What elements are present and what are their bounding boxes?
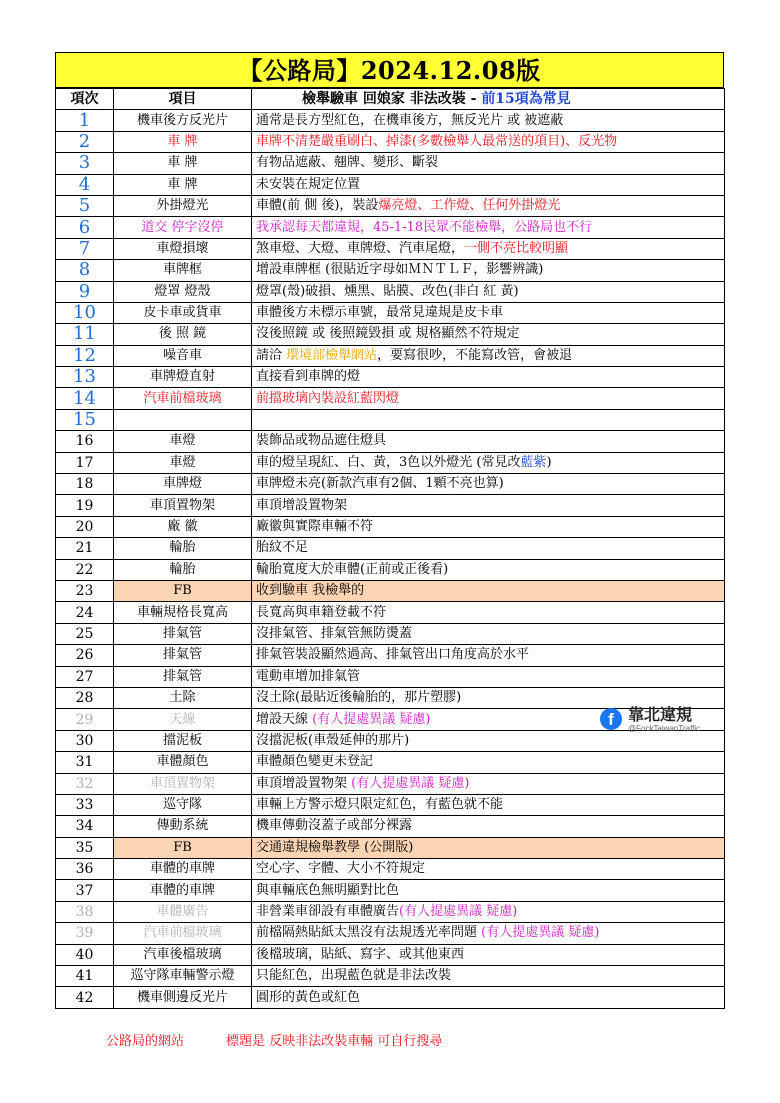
table-row [56, 495, 725, 516]
row-description [252, 580, 725, 601]
table-row [56, 474, 725, 495]
table-row [56, 966, 725, 987]
row-description [252, 559, 725, 580]
row-number: 28 [56, 687, 114, 708]
row-description [252, 495, 725, 516]
description-segment: 增設車牌框 (很貼近字母如ＭＮＴＬＦ，影響辨識) [256, 262, 544, 278]
description-segment: 直接看到車牌的燈 [256, 369, 361, 385]
description-segment: 非營業車卻設有車體廣告 [256, 904, 400, 920]
row-description [252, 302, 725, 323]
table-row [56, 110, 725, 131]
row-number: 11 [56, 324, 114, 345]
row-number: 15 [56, 409, 114, 430]
header-description [252, 89, 725, 110]
row-number: 39 [56, 923, 114, 944]
description-segment: (有人提處異議 疑慮) [481, 925, 600, 941]
row-item: 車體顏色 [114, 752, 252, 773]
row-number: 1 [56, 110, 114, 131]
row-description [252, 880, 725, 901]
table-row [56, 324, 725, 345]
row-number: 26 [56, 645, 114, 666]
row-item: 汽車後檔玻璃 [114, 944, 252, 965]
description-segment: 後檔玻璃，貼紙、寫字、或其他東西 [256, 946, 465, 962]
row-item: 機車後方反光片 [114, 110, 252, 131]
description-segment: 車輛上方警示燈只限定紅色，有藍色就不能 [256, 797, 504, 813]
page-title: 【公路局】2024.12.08版 [55, 52, 724, 88]
row-number: 18 [56, 474, 114, 495]
description-segment: 增設天線 [256, 711, 313, 727]
table-row [56, 538, 725, 559]
row-item: 車體的車牌 [114, 859, 252, 880]
table-row [56, 409, 725, 430]
row-number: 34 [56, 816, 114, 837]
row-number: 9 [56, 281, 114, 302]
table-header-row [56, 89, 725, 110]
row-item: FB [114, 837, 252, 858]
row-item: 車頂置物架 [114, 773, 252, 794]
table-row [56, 773, 725, 794]
row-item: 天線 [114, 709, 252, 730]
logo-name: 靠北違規 [628, 705, 693, 724]
description-segment: 有物品遮蔽、翹牌、變形、斷裂 [256, 155, 439, 171]
description-segment: (有人提處異議 疑慮) [351, 775, 470, 791]
table-row [56, 645, 725, 666]
row-item [114, 409, 252, 430]
row-number: 25 [56, 623, 114, 644]
description-segment: 車牌燈未亮(新款汽車有2個、1顆不亮也算) [256, 476, 504, 492]
row-number: 10 [56, 302, 114, 323]
row-number: 20 [56, 516, 114, 537]
description-segment: (有人提處異議 疑慮) [399, 904, 518, 920]
row-item: 巡守隊車輛警示燈 [114, 966, 252, 987]
row-item: 車燈損壞 [114, 238, 252, 259]
description-segment: 車體(前 側 後)，裝設 [256, 198, 379, 214]
table-row [56, 559, 725, 580]
row-number: 33 [56, 794, 114, 815]
row-description [252, 474, 725, 495]
description-segment: 沒擋泥板(車殼延伸的那片) [256, 732, 410, 748]
row-item: FB [114, 580, 252, 601]
row-item: 後 照 鏡 [114, 324, 252, 345]
row-description [252, 837, 725, 858]
row-number: 40 [56, 944, 114, 965]
description-segment: 一側不亮比較明顯 [464, 240, 569, 256]
description-segment: ) [546, 454, 552, 470]
row-number: 14 [56, 388, 114, 409]
description-segment: 交通違規檢舉教學 (公開版) [256, 839, 414, 855]
row-number: 8 [56, 260, 114, 281]
row-item: 汽車前檔玻璃 [114, 388, 252, 409]
description-segment: 燈罩(殼)破損、燻黑、貼膜、改色(非白 紅 黃) [256, 283, 519, 299]
footer-note [106, 1030, 480, 1049]
row-item: 排氣管 [114, 623, 252, 644]
table-row [56, 195, 725, 216]
row-description [252, 794, 725, 815]
description-segment: 長寬高與車籍登載不符 [256, 604, 387, 620]
row-item: 輪胎 [114, 559, 252, 580]
row-description [252, 773, 725, 794]
row-number: 12 [56, 345, 114, 366]
row-number: 42 [56, 987, 114, 1008]
row-number: 2 [56, 131, 114, 152]
table-row [56, 174, 725, 195]
description-segment: 車體顏色變更未登記 [256, 754, 374, 770]
row-item: 車牌框 [114, 260, 252, 281]
description-segment: (有人提處異議 疑慮) [312, 711, 431, 727]
description-segment: 電動車增加排氣管 [256, 668, 361, 684]
row-item: 車燈 [114, 431, 252, 452]
description-segment: 車頂增設置物架 [256, 775, 352, 791]
row-description [252, 923, 725, 944]
row-number: 5 [56, 195, 114, 216]
row-description [252, 987, 725, 1008]
row-number: 4 [56, 174, 114, 195]
row-number: 6 [56, 217, 114, 238]
row-description [252, 195, 725, 216]
description-segment: 排氣管裝設顯然過高、排氣管出口角度高於水平 [256, 647, 530, 663]
row-description [252, 901, 725, 922]
table-row [56, 901, 725, 922]
document-sheet [55, 52, 724, 1009]
row-item: 燈罩 燈殼 [114, 281, 252, 302]
description-segment: 請洽 [256, 347, 287, 363]
fb-page-logo [600, 702, 720, 742]
row-description [252, 966, 725, 987]
row-item: 車牌燈直射 [114, 367, 252, 388]
table-body [56, 110, 725, 1008]
row-item: 車體廣告 [114, 901, 252, 922]
row-item: 排氣管 [114, 666, 252, 687]
table-row [56, 217, 725, 238]
row-item: 車 牌 [114, 131, 252, 152]
description-segment: 車體後方未標示車號，最常見違規是皮卡車 [256, 305, 504, 321]
description-segment: 胎紋不足 [256, 540, 309, 556]
table-row [56, 880, 725, 901]
row-number: 41 [56, 966, 114, 987]
description-segment: 前擋玻璃內裝設紅藍閃燈 [256, 390, 400, 406]
description-segment: 爆亮燈、工作燈、任何外掛燈光 [378, 198, 561, 214]
description-segment: 沒後照鏡 或 後照鏡毀損 或 規格顯然不符規定 [256, 326, 520, 342]
table-row [56, 131, 725, 152]
description-segment: 沒土除(最貼近後輪胎的，那片塑膠) [256, 690, 462, 706]
table-row [56, 580, 725, 601]
facebook-icon: f [600, 708, 622, 730]
description-segment: 通常是長方型紅色，在機車後方，無反光片 或 被遮蔽 [256, 112, 564, 128]
row-description [252, 153, 725, 174]
row-number: 30 [56, 730, 114, 751]
description-segment: 車頂增設置物架 [256, 497, 348, 513]
table-row [56, 238, 725, 259]
row-item: 皮卡車或貨車 [114, 302, 252, 323]
header-number: 項次 [56, 89, 114, 110]
row-description [252, 666, 725, 687]
table-row [56, 431, 725, 452]
description-segment: 輪胎寬度大於車體(正前或正後看) [256, 561, 449, 577]
row-description [252, 131, 725, 152]
table-row [56, 367, 725, 388]
row-item: 機車側邊反光片 [114, 987, 252, 1008]
row-item: 巡守隊 [114, 794, 252, 815]
row-item: 道交 停字沒停 [114, 217, 252, 238]
row-number: 13 [56, 367, 114, 388]
row-number: 37 [56, 880, 114, 901]
violation-table [55, 88, 725, 1009]
header-highlight: 前15項為常見 [481, 91, 571, 108]
row-item: 車頂置物架 [114, 495, 252, 516]
row-item: 車輛規格長寬高 [114, 602, 252, 623]
row-item: 外掛燈光 [114, 195, 252, 216]
row-number: 24 [56, 602, 114, 623]
row-description [252, 409, 725, 430]
header-item: 項目 [114, 89, 252, 110]
table-row [56, 837, 725, 858]
description-segment: 只能紅色，出現藍色就是非法改裝 [256, 968, 452, 984]
description-segment: 未安裝在規定位置 [256, 176, 361, 192]
row-description [252, 217, 725, 238]
row-number: 3 [56, 153, 114, 174]
description-segment: 機車傳動沒蓋子或部分裸露 [256, 818, 413, 834]
row-number: 38 [56, 901, 114, 922]
row-number: 29 [56, 709, 114, 730]
table-row [56, 602, 725, 623]
table-row [56, 388, 725, 409]
table-row [56, 260, 725, 281]
row-description [252, 452, 725, 473]
row-number: 32 [56, 773, 114, 794]
header-description-text: 檢舉驗車 回娘家 非法改裝 - [302, 91, 482, 108]
row-number: 7 [56, 238, 114, 259]
table-row [56, 666, 725, 687]
table-row [56, 281, 725, 302]
table-row [56, 516, 725, 537]
row-item: 車燈 [114, 452, 252, 473]
row-number: 27 [56, 666, 114, 687]
row-item: 傳動系統 [114, 816, 252, 837]
row-description [252, 623, 725, 644]
table-row [56, 345, 725, 366]
row-description [252, 367, 725, 388]
row-description [252, 174, 725, 195]
row-number: 23 [56, 580, 114, 601]
description-segment: 煞車燈、大燈、車牌燈、汽車尾燈， [256, 240, 465, 256]
row-description [252, 645, 725, 666]
table-row [56, 794, 725, 815]
row-item: 輪胎 [114, 538, 252, 559]
table-row [56, 452, 725, 473]
row-item: 車體的車牌 [114, 880, 252, 901]
row-item: 廠 徽 [114, 516, 252, 537]
description-segment: 廠徽與實際車輛不符 [256, 519, 374, 534]
row-description [252, 602, 725, 623]
description-segment: 與車輛底色無明顯對比色 [256, 882, 400, 898]
row-description [252, 538, 725, 559]
table-row [56, 944, 725, 965]
row-number: 35 [56, 837, 114, 858]
table-row [56, 752, 725, 773]
description-segment: ，要寫很吵，不能寫改管，會被退 [377, 347, 573, 363]
row-item: 汽車前檔玻璃 [114, 923, 252, 944]
footer-right: 標題是 反映非法改裝車輛 可自行搜尋 [226, 1034, 443, 1049]
description-segment: 車牌不清楚嚴重刷白、掉漆(多數檢舉人最常送的項目)、反光物 [256, 133, 618, 149]
description-segment: 環境部檢舉網站 [286, 347, 378, 363]
row-item: 車 牌 [114, 174, 252, 195]
row-description [252, 260, 725, 281]
row-description [252, 281, 725, 302]
row-item: 擋泥板 [114, 730, 252, 751]
row-description [252, 816, 725, 837]
row-number: 17 [56, 452, 114, 473]
row-description [252, 431, 725, 452]
table-row [56, 987, 725, 1008]
table-row [56, 623, 725, 644]
row-description [252, 388, 725, 409]
row-number: 22 [56, 559, 114, 580]
row-description [252, 859, 725, 880]
row-number: 36 [56, 859, 114, 880]
description-segment: 我承認每天都違規，45-1-18民眾不能檢舉，公路局也不行 [256, 219, 593, 235]
table-row [56, 302, 725, 323]
row-item: 噪音車 [114, 345, 252, 366]
row-item: 土除 [114, 687, 252, 708]
row-description [252, 110, 725, 131]
row-description [252, 324, 725, 345]
table-row [56, 923, 725, 944]
description-segment: 空心字、字體、大小不符規定 [256, 861, 426, 877]
description-segment: 收到驗車 我檢舉的 [256, 583, 365, 599]
row-description [252, 516, 725, 537]
description-segment: 前檔隔熱貼紙太黑沒有法規透光率問題 [256, 925, 482, 941]
row-description [252, 345, 725, 366]
row-number: 19 [56, 495, 114, 516]
row-item: 車 牌 [114, 153, 252, 174]
row-description [252, 752, 725, 773]
footer-left: 公路局的網站 [106, 1034, 185, 1049]
row-description [252, 238, 725, 259]
row-item: 排氣管 [114, 645, 252, 666]
description-segment: 圓形的黃色或紅色 [256, 989, 361, 1005]
description-segment: 車的燈呈現紅、白、黃，3色以外燈光 (常見改 [256, 454, 521, 470]
row-number: 16 [56, 431, 114, 452]
row-number: 31 [56, 752, 114, 773]
row-item: 車牌燈 [114, 474, 252, 495]
table-row [56, 859, 725, 880]
row-number: 21 [56, 538, 114, 559]
description-segment: 裝飾品或物品遮住燈具 [256, 433, 387, 449]
description-segment: 藍紫 [520, 454, 547, 470]
description-segment: 沒排氣管、排氣管無防燙蓋 [256, 625, 413, 641]
row-description [252, 944, 725, 965]
table-row [56, 153, 725, 174]
logo-handle: @FockTaiwanTraffic [628, 724, 701, 733]
table-row [56, 816, 725, 837]
